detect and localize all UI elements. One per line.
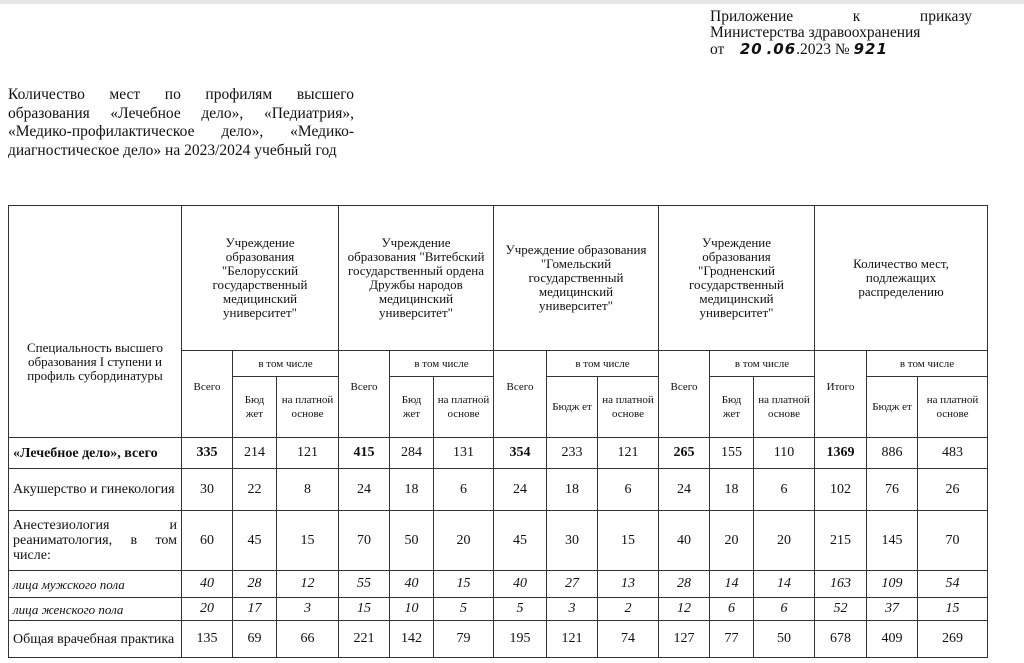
places-table [8,205,988,658]
table-cell: 13 [598,571,659,598]
table-cell: 110 [754,438,815,469]
table-cell: 10 [390,598,434,621]
table-cell: 22 [233,469,277,511]
column-header-budget: Бюдж ет [867,377,918,438]
table-cell: 77 [710,621,754,658]
table-cell: 20 [754,511,815,571]
column-header-total: Всего [659,351,710,438]
column-header-budget: Бюд жет [710,377,754,438]
table-cell: 40 [182,571,233,598]
specialty-header: Специальность высшего образования I ступени и профиль субординатуры [9,206,182,438]
handwritten-month: .06 [766,40,797,58]
table-cell: 127 [659,621,710,658]
table-cell: 60 [182,511,233,571]
column-header-budget: Бюд жет [390,377,434,438]
table-row [9,598,988,621]
row-label: Общая врачебная практика [9,621,182,658]
table-cell: 18 [390,469,434,511]
table-cell: 30 [182,469,233,511]
table-cell: 195 [494,621,547,658]
column-header-total: Всего [182,351,233,438]
table-cell: 8 [277,469,339,511]
table-cell: 215 [815,511,867,571]
group-header-gomel: Учреждение образования "Гомельский государственный медицинский университет" [494,206,659,351]
table-cell: 6 [598,469,659,511]
table-cell: 70 [918,511,988,571]
table-cell: 1369 [815,438,867,469]
table-cell: 45 [233,511,277,571]
appendix-line-2: Министерства здравоохранения [710,24,921,41]
table-cell: 50 [390,511,434,571]
table-cell: 40 [494,571,547,598]
table-row [9,621,988,658]
table-cell: 30 [547,511,598,571]
table-cell: 409 [867,621,918,658]
date-prefix: от [710,41,725,58]
group-header-grodno: Учреждение образования "Гродненский государственный медицинский университет" [659,206,815,351]
table-cell: 66 [277,621,339,658]
table-cell: 121 [277,438,339,469]
table-cell: 233 [547,438,598,469]
group-header-bsmu: Учреждение образования "Белорусский государственный медицинский университет" [182,206,339,351]
handwritten-order-number: 921 [853,40,888,58]
column-header-including: в том числе [710,351,815,377]
table-cell: 2 [598,598,659,621]
table-cell: 265 [659,438,710,469]
table-cell: 18 [710,469,754,511]
row-label: «Лечебное дело», всего [9,438,182,469]
table-row [9,469,988,511]
column-header-paid: на платной основе [434,377,494,438]
appendix-line-3 [710,41,972,58]
table-cell: 54 [918,571,988,598]
table-cell: 50 [754,621,815,658]
table-cell: 3 [547,598,598,621]
table-cell: 354 [494,438,547,469]
table-cell: 24 [494,469,547,511]
table-cell: 6 [754,598,815,621]
column-header-total: Всего [339,351,390,438]
table-cell: 15 [918,598,988,621]
table-cell: 70 [339,511,390,571]
column-header-paid: на платной основе [598,377,659,438]
table-cell: 284 [390,438,434,469]
table-cell: 27 [547,571,598,598]
table-cell: 14 [754,571,815,598]
table-cell: 214 [233,438,277,469]
column-header-including: в том числе [390,351,494,377]
table-row [9,511,988,571]
table-cell: 6 [434,469,494,511]
table-cell: 45 [494,511,547,571]
document-title: Количество мест по профилям высшего образования «Лечебное дело», «Педиатрия», «Медико-профилактическое дело», «Медико-диагностическое дело» на 2023/2024 учебный год [8,86,354,159]
table-cell: 18 [547,469,598,511]
table-cell: 40 [390,571,434,598]
table-cell: 37 [867,598,918,621]
table-cell: 886 [867,438,918,469]
table-cell: 483 [918,438,988,469]
page-top-edge [0,0,1024,4]
table-cell: 6 [754,469,815,511]
table-cell: 121 [547,621,598,658]
column-header-paid: на платной основе [918,377,988,438]
row-label: Анестезиология и реаниматология, в том числе: [9,511,182,571]
table-cell: 221 [339,621,390,658]
column-header-including: в том числе [547,351,659,377]
table-cell: 163 [815,571,867,598]
appendix-line-1: Приложение к приказу [710,8,972,25]
table-cell: 40 [659,511,710,571]
table-cell: 102 [815,469,867,511]
column-header-including: в том числе [867,351,988,377]
table-cell: 415 [339,438,390,469]
row-label: лица мужского пола [9,571,182,598]
table-cell: 131 [434,438,494,469]
column-header-paid: на платной основе [277,377,339,438]
table-cell: 55 [339,571,390,598]
table-cell: 6 [710,598,754,621]
table-row [9,438,988,469]
table-cell: 678 [815,621,867,658]
table-cell: 269 [918,621,988,658]
table-cell: 76 [867,469,918,511]
date-year: .2023 № [796,41,850,58]
table-cell: 12 [277,571,339,598]
table-cell: 20 [182,598,233,621]
table-cell: 17 [233,598,277,621]
table-cell: 12 [659,598,710,621]
table-cell: 15 [339,598,390,621]
group-header-total: Количество мест, подлежащих распределению [815,206,988,351]
table-cell: 335 [182,438,233,469]
handwritten-day: 20 [739,40,763,58]
row-label: Акушерство и гинекология [9,469,182,511]
table-cell: 5 [494,598,547,621]
table-cell: 14 [710,571,754,598]
column-header-paid: на платной основе [754,377,815,438]
table-cell: 15 [598,511,659,571]
table-cell: 5 [434,598,494,621]
table-cell: 24 [659,469,710,511]
table-cell: 24 [339,469,390,511]
table-row [9,571,988,598]
column-header-including: в том числе [233,351,339,377]
table-cell: 155 [710,438,754,469]
table-cell: 20 [710,511,754,571]
table-cell: 69 [233,621,277,658]
table-cell: 79 [434,621,494,658]
table-cell: 74 [598,621,659,658]
appendix-header [710,9,972,58]
column-header-total: Всего [494,351,547,438]
table-cell: 145 [867,511,918,571]
row-label: лица женского пола [9,598,182,621]
table-cell: 28 [233,571,277,598]
table-cell: 28 [659,571,710,598]
table-cell: 15 [434,571,494,598]
table-cell: 52 [815,598,867,621]
column-header-budget: Бюд жет [233,377,277,438]
column-header-total: Итого [815,351,867,438]
table-cell: 142 [390,621,434,658]
group-header-vsmu: Учреждение образования "Витебский государственный ордена Дружбы народов медицинский университет" [339,206,494,351]
table-cell: 20 [434,511,494,571]
column-header-budget: Бюдж ет [547,377,598,438]
table-cell: 135 [182,621,233,658]
table-cell: 109 [867,571,918,598]
table-cell: 26 [918,469,988,511]
table-cell: 15 [277,511,339,571]
table-cell: 121 [598,438,659,469]
table-cell: 3 [277,598,339,621]
